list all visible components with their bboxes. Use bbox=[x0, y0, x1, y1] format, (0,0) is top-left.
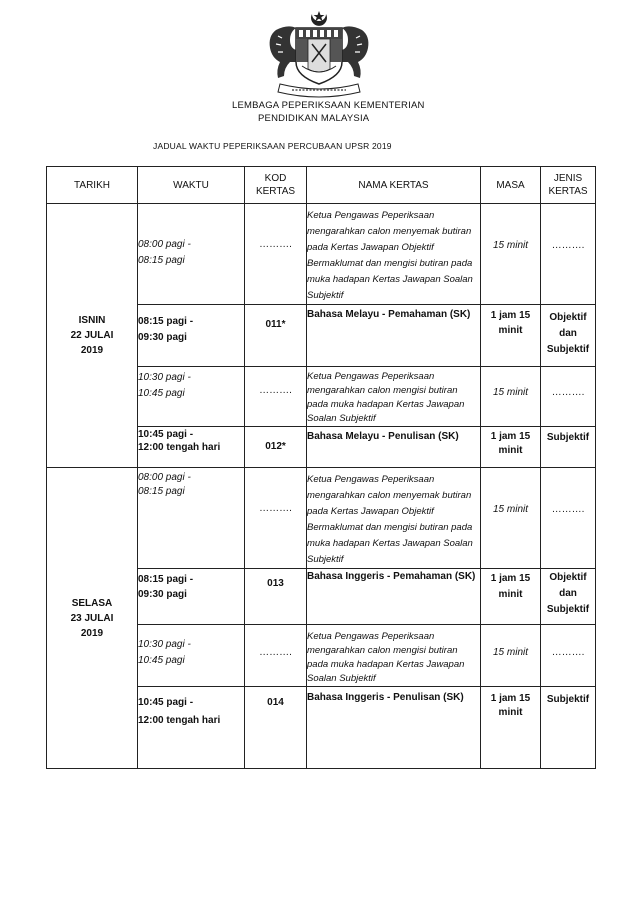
time-start: 10:45 pagi - bbox=[138, 697, 194, 708]
waktu-cell bbox=[138, 569, 245, 625]
header-kod: KOD KERTAS bbox=[245, 167, 307, 204]
kod-cell: 014 bbox=[245, 687, 307, 769]
time-start: 10:30 pagi - bbox=[138, 372, 191, 383]
jenis-cell: Objektif dan Subjektif bbox=[541, 569, 596, 625]
header-masa: MASA bbox=[481, 167, 541, 204]
year-label: 2019 bbox=[80, 345, 104, 356]
waktu-cell bbox=[138, 204, 245, 305]
header-tarikh: TARIKH bbox=[47, 167, 138, 204]
nama-cell: Ketua Pengawas Peperiksaan mengarahkan calon menyemak butiran pada Kertas Jawapan Objektif Bermaklumat dan mengisi butiran pada muka hadapan Kertas Jawapan Soalan Subjektif bbox=[307, 204, 481, 305]
time-end: 09:30 pagi bbox=[138, 589, 187, 600]
time-end: 12:00 tengah hari bbox=[138, 442, 221, 453]
coat-of-arms-logo bbox=[262, 10, 376, 102]
day-label: ISNIN bbox=[78, 315, 106, 326]
org-line-2: PENDIDIKAN MALAYSIA bbox=[258, 113, 370, 124]
document-title: JADUAL WAKTU PEPERIKSAAN PERCUBAAN UPSR 2019 bbox=[153, 141, 392, 151]
nama-cell: Bahasa Inggeris - Pemahaman (SK) bbox=[307, 569, 481, 625]
kod-cell: 011* bbox=[245, 305, 307, 367]
header-row bbox=[47, 167, 596, 204]
jenis-cell: Subjektif bbox=[541, 687, 596, 769]
nama-cell: Bahasa Inggeris - Penulisan (SK) bbox=[307, 687, 481, 769]
nama-cell: Bahasa Melayu - Pemahaman (SK) bbox=[307, 305, 481, 367]
masa-cell: 1 jam 15 minit bbox=[481, 687, 541, 769]
time-end: 08:15 pagi bbox=[138, 255, 185, 266]
masa-cell: 15 minit bbox=[481, 468, 541, 569]
org-line-1: LEMBAGA PEPERIKSAAN KEMENTERIAN bbox=[232, 100, 425, 111]
kod-cell: ………. bbox=[245, 625, 307, 687]
date-label: 22 JULAI bbox=[70, 330, 114, 341]
jenis-cell: ………. bbox=[541, 204, 596, 305]
time-start: 10:45 pagi - bbox=[138, 429, 194, 440]
header-nama: NAMA KERTAS bbox=[307, 167, 481, 204]
nama-cell: Ketua Pengawas Peperiksaan mengarahkan calon mengisi butiran pada muka hadapan Kertas Jawapan Soalan Subjektif bbox=[307, 367, 481, 427]
time-end: 10:45 pagi bbox=[138, 655, 185, 666]
table-row bbox=[47, 468, 596, 569]
time-start: 08:00 pagi - bbox=[138, 472, 191, 483]
header-jenis: JENIS KERTAS bbox=[541, 167, 596, 204]
header-waktu: WAKTU bbox=[138, 167, 245, 204]
waktu-cell bbox=[138, 468, 245, 569]
exam-schedule-table bbox=[46, 166, 596, 769]
masa-cell: 15 minit bbox=[481, 367, 541, 427]
waktu-cell bbox=[138, 625, 245, 687]
masa-cell: 15 minit bbox=[481, 204, 541, 305]
nama-cell: Ketua Pengawas Peperiksaan mengarahkan calon menyemak butiran pada Kertas Jawapan Objektif Bermaklumat dan mengisi butiran pada muka hadapan Kertas Jawapan Soalan Subjektif bbox=[307, 468, 481, 569]
waktu-cell bbox=[138, 305, 245, 367]
time-end: 10:45 pagi bbox=[138, 388, 185, 399]
jenis-cell: Subjektif bbox=[541, 427, 596, 468]
time-start: 08:15 pagi - bbox=[138, 574, 194, 585]
kod-cell: ………. bbox=[245, 204, 307, 305]
kod-cell: 013 bbox=[245, 569, 307, 625]
time-end: 09:30 pagi bbox=[138, 332, 187, 343]
nama-cell: Ketua Pengawas Peperiksaan mengarahkan calon mengisi butiran pada muka hadapan Kertas Jawapan Soalan Subjektif bbox=[307, 625, 481, 687]
masa-cell: 1 jam 15 minit bbox=[481, 569, 541, 625]
time-start: 10:30 pagi - bbox=[138, 639, 191, 650]
waktu-cell bbox=[138, 427, 245, 468]
kod-cell: ………. bbox=[245, 468, 307, 569]
kod-cell: ………. bbox=[245, 367, 307, 427]
jenis-cell: ………. bbox=[541, 625, 596, 687]
time-start: 08:00 pagi - bbox=[138, 239, 191, 250]
time-end: 08:15 pagi bbox=[138, 486, 185, 497]
masa-cell: 15 minit bbox=[481, 625, 541, 687]
time-start: 08:15 pagi - bbox=[138, 316, 194, 327]
masa-cell: 1 jam 15 minit bbox=[481, 305, 541, 367]
kod-cell: 012* bbox=[245, 427, 307, 468]
waktu-cell bbox=[138, 687, 245, 769]
nama-cell: Bahasa Melayu - Penulisan (SK) bbox=[307, 427, 481, 468]
day-label: SELASA bbox=[71, 597, 113, 609]
jenis-cell: ………. bbox=[541, 367, 596, 427]
waktu-cell bbox=[138, 367, 245, 427]
date-label: 23 JULAI bbox=[70, 612, 114, 624]
jenis-cell: ………. bbox=[541, 468, 596, 569]
year-label: 2019 bbox=[80, 627, 104, 639]
date-cell-isnin bbox=[47, 204, 138, 468]
table-row bbox=[47, 204, 596, 305]
time-end: 12:00 tengah hari bbox=[138, 715, 221, 726]
jenis-cell: Objektif dan Subjektif bbox=[541, 305, 596, 367]
masa-cell: 1 jam 15 minit bbox=[481, 427, 541, 468]
date-cell-selasa bbox=[47, 468, 138, 769]
